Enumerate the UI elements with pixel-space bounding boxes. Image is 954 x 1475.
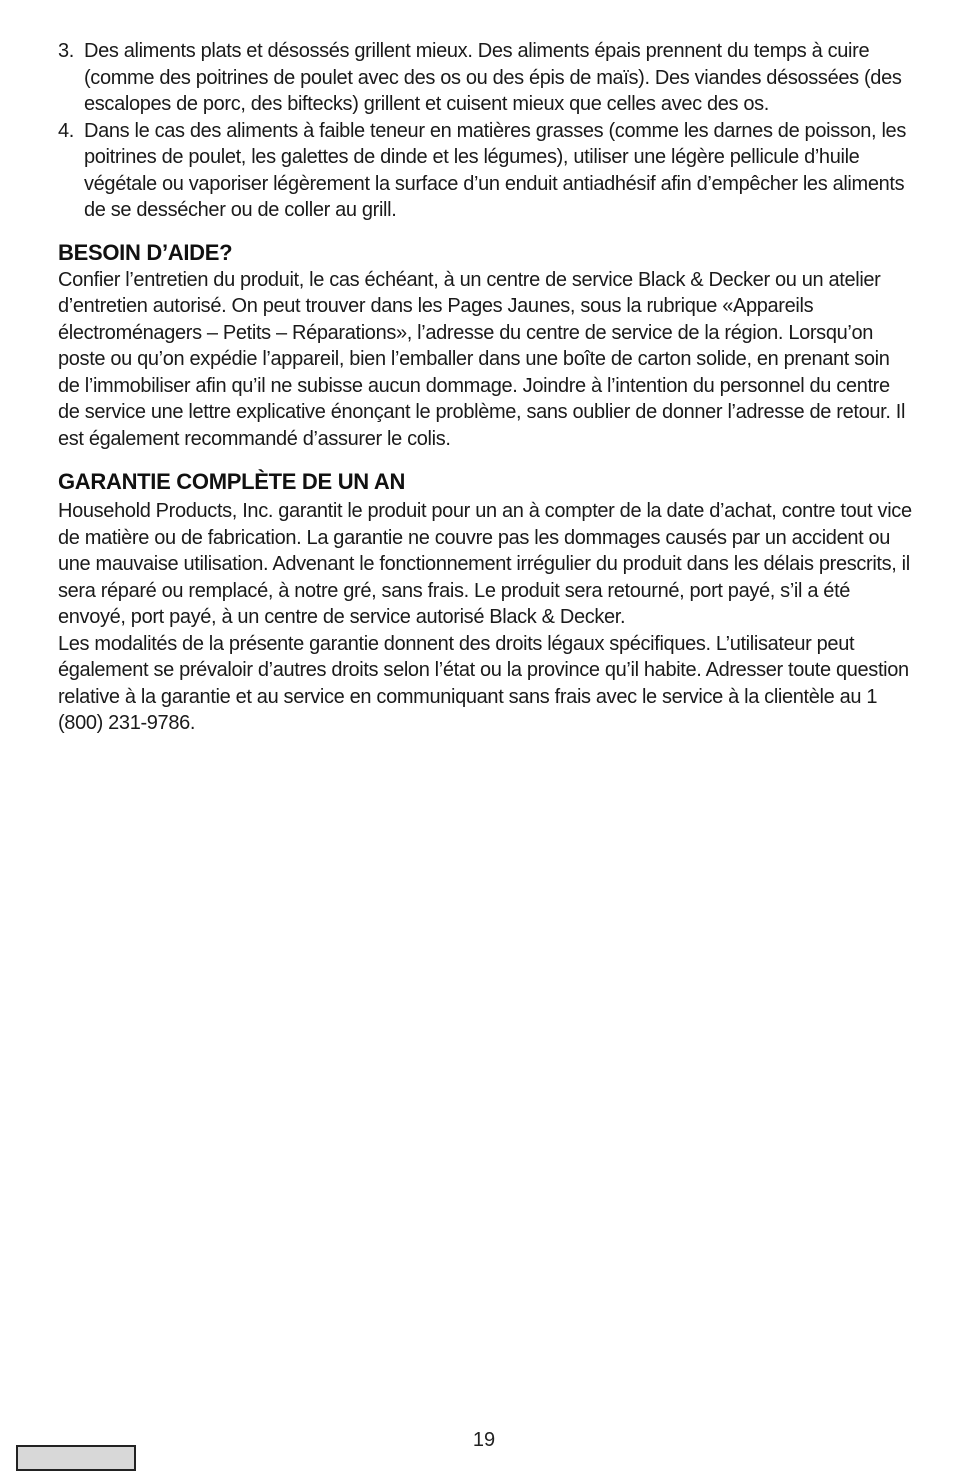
warranty-paragraph-1: Household Products, Inc. garantit le produit pour un an à compter de la date d’achat, contre tout vice de matière ou de fabrication. La garantie ne couvre pas les dommages causés par un accident ou une mauvaise utilisation. Advenant le fonctionnement irrégulier du produit dans les délais prescrits, il sera réparé ou remplacé, à notre gré, sans frais. Le produit sera retourné, port payé, s’il a été envoyé, port payé, à un centre de service autorisé Black & Decker. — [58, 500, 912, 628]
corner-marker-box — [16, 1445, 136, 1471]
page-content — [58, 38, 916, 737]
list-item — [58, 38, 916, 118]
grilling-tips-list — [58, 38, 916, 224]
list-item — [58, 118, 916, 224]
list-item-text: Dans le cas des aliments à faible teneur en matières grasses (comme les darnes de poisson, les poitrines de poulet, les galettes de dinde et les légumes), utiliser une légère pellicule d’huile végétale ou vaporiser légèrement la surface d’un enduit antiadhésif afin d’empêcher les aliments de se dessécher ou de coller au grill. — [84, 119, 906, 221]
warranty-paragraph-2: Les modalités de la présente garantie donnent des droits légaux spécifiques. L’utilisateur peut également se prévaloir d’autres droits selon l’état ou la province qu’il habite. Adresser toute question relative à la garantie et au service en communiquant sans frais avec le service à la clientèle au 1 (800) 231-9786. — [58, 632, 909, 734]
list-item-number: 3. — [58, 40, 74, 62]
list-item-number: 4. — [58, 119, 74, 142]
warranty-heading: GARANTIE COMPLÈTE DE UN AN — [58, 469, 406, 494]
list-item-text: Des aliments plats et désossés grillent mieux. Des aliments épais prennent du temps à cuire (comme des poitrines de poulet avec des os ou des épis de maïs). Des viandes désossées (des escalopes de porc, des biftecks) grillent et cuisent mieux que celles avec des os. — [84, 40, 902, 115]
page-number: 19 — [472, 1429, 496, 1451]
help-paragraph: Confier l’entretien du produit, le cas échéant, à un centre de service Black & Decker ou un atelier d’entretien autorisé. On peut trouver dans les Pages Jaunes, sous la rubrique «Appareils électroménagers – Petits – Réparations», l’adresse du centre de service de la région. Lorsqu’on poste ou qu’on expédie l’appareil, bien l’emballer dans une boîte de carton solide, en prenant soin de l’immobiliser afin qu’il ne subisse aucun dommage. Joindre à l’intention du personnel du centre de service une lettre explicative énonçant le problème, sans oublier de donner l’adresse de retour. Il est également recommandé d’assurer le colis. — [58, 268, 906, 450]
help-heading: BESOIN D’AIDE? — [58, 239, 233, 265]
